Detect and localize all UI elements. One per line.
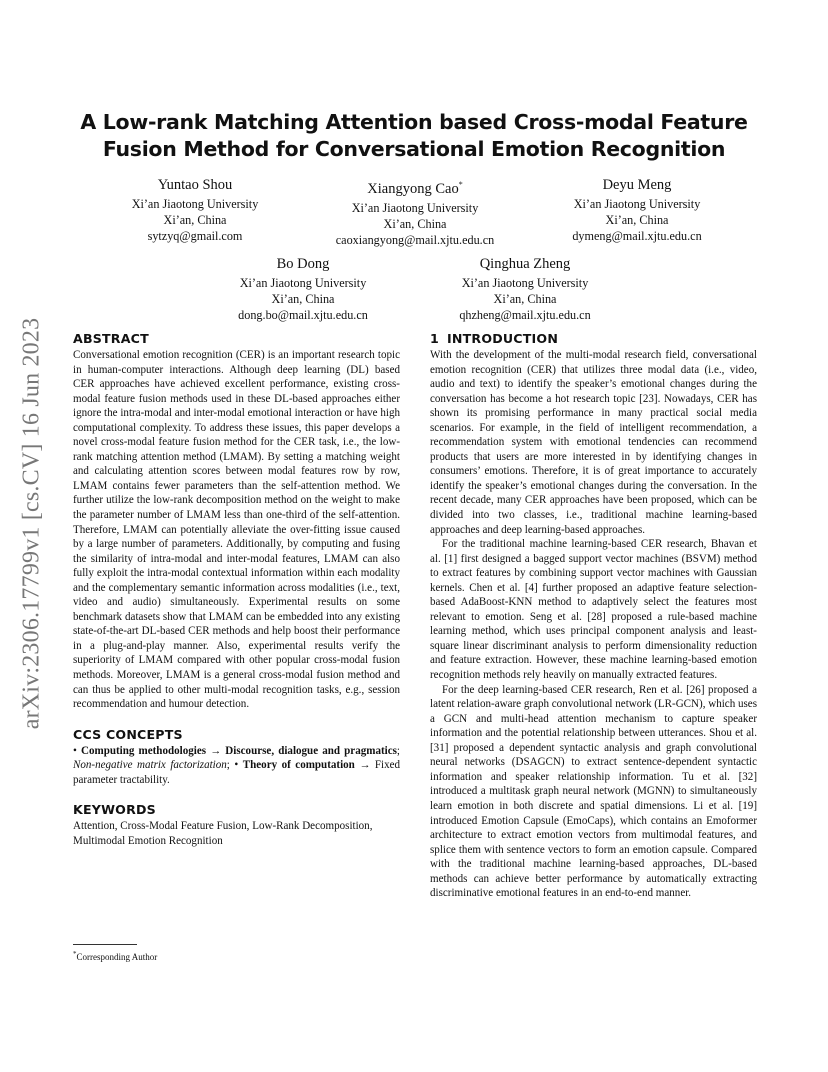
author-name: Qinghua Zheng <box>479 256 571 272</box>
author-name: Bo Dong <box>276 256 330 272</box>
section-title: INTRODUCTION <box>447 331 559 346</box>
ccs-bullet: • <box>73 744 77 757</box>
abstract-heading: ABSTRACT <box>73 331 149 346</box>
keywords-heading: KEYWORDS <box>73 802 156 818</box>
ccs-separator: ; <box>396 744 400 757</box>
keywords-text: Attention, Cross-Modal Feature Fusion, Low-Rank Decomposition, Multimodal Emotion Recognition <box>73 820 373 847</box>
author-block <box>315 175 515 248</box>
ccs-item-bold: Computing methodologies → Discourse, dialogue and pragmatics <box>81 744 397 757</box>
ccs-bullet: • <box>234 759 239 772</box>
author-location: Xi’an, China <box>271 292 335 306</box>
author-name-text: Xiangyong Cao <box>367 180 459 197</box>
author-affiliation: Xi’an Jiaotong University <box>131 197 259 211</box>
ccs-item-rest: → Fixed parameter tractability. <box>73 759 401 786</box>
author-email[interactable]: caoxiangyong@mail.xjtu.edu.cn <box>335 232 495 247</box>
arxiv-identifier <box>18 288 46 758</box>
author-name: Deyu Meng <box>602 177 672 193</box>
footnote-mark: * <box>73 950 77 958</box>
author-email[interactable]: dymeng@mail.xjtu.edu.cn <box>572 229 702 243</box>
paragraph: With the development of the multi-modal research field, conversational emotion recognition (CER) that utilizes three modal data (i.e., video, audio and text) to identify the speaker’s emotional changes during the conversation has become a hot research topic [23]. Nowadays, CER has shown its promising performance in many practical social media scenarios. For example, in the field of intelligent recommendation, a recommendation system with emotional tendencies can recommend products that users are more interested in by identifying changes in consumers’ emotions. Therefore, it is of great importance to accurately identify the speaker’s emotional changes during the conversation. In the recent decade, many CER approaches have been proposed, which can be divided into two classes, i.e., traditional machine learning-based approaches and deep learning-based approaches. <box>430 349 757 536</box>
right-column <box>430 330 757 901</box>
author-block <box>537 175 737 244</box>
left-column <box>73 330 400 848</box>
section-heading <box>430 330 757 348</box>
author-affiliation: Xi’an Jiaotong University <box>239 276 367 290</box>
author-email[interactable]: dong.bo@mail.xjtu.edu.cn <box>238 308 368 322</box>
paragraph: For the deep learning-based CER research, Ren et al. [26] proposed a latent relation-aware graph convolutional network (LR-GCN), which uses a GCN and multi-head attention mechanism to capture speaker information and the potential relationship between utterances. Shou et al. [31] proposed a dependent syntactic analysis and graph convolutional neural networks (DSAGCN) to extract sentence-dependent syntactic information and speaker relationship information. Tu et al. [32] introduced a multitask graph neural network (MGNN) to simultaneously learn emotion in both discrete and spatial dimensions. Li et al. [19] introduced Emotion Capsule (EmoCaps), which contains an Emoformer architecture to extract emotion vectors from multimodal features, and splice them with sentence vectors to form an emotion capsule. Compared with the traditional machine learning-based approaches, DL-based methods can achieve better performance by automatically extracting discriminative emotional features in an end-to-end manner. <box>430 683 758 900</box>
author-affiliation: Xi’an Jiaotong University <box>573 197 701 211</box>
arxiv-id-text: arXiv:2306.17799v1 [cs.CV] 16 Jun 2023 <box>18 317 45 729</box>
ccs-separator: ; <box>226 759 230 772</box>
abstract-text: Conversational emotion recognition (CER) is an important research topic in human-computer interactions. Although deep learning (DL) based CER approaches have achieved excellent performance, existing cross-modal feature fusion methods used in these DL-based approaches either ignore the intra-modal and inter-modal emotional interaction or have high computational complexity. To address these issues, this paper develops a novel cross-modal feature fusion method for the CER task, i.e., the low-rank matching attention method (LMAM). By setting a matching weight and calculating attention scores between modal features row by row, LMAM contains fewer parameters than the self-attention method. We further utilize the low-rank decomposition method on the weight to make the parameter number of LMAM less than one-third of the self-attention. Therefore, LMAM can potentially alleviate the over-fitting issue caused by a large number of parameters. Additionally, by computing and fusing the similarity of intra-modal and inter-modal features, LMAM can also fully exploit the intra-modal contextual information within each modality and the complementary semantic information across modalities (i.e., text, video and audio) simultaneously. Experimental results on some benchmark datasets show that LMAM can be embedded into any existing state-of-the-art DL-based CER methods and help boost their performance in a plug-and-play manner. Also, experimental results verify the superiority of LMAM compared with other popular cross-modal fusion methods. Moreover, LMAM is a general cross-modal fusion method and can thus be applied to other multi-modal recognition tasks, e.g., session recommendation and humour detection. <box>73 349 400 711</box>
author-location: Xi’an, China <box>163 213 227 227</box>
author-block <box>425 254 625 323</box>
ccs-item-bold: Theory of computation <box>242 759 355 772</box>
author-block <box>203 254 403 323</box>
author-name: Yuntao Shou <box>157 177 233 193</box>
paper-title: A Low-rank Matching Attention based Cross-modal Feature Fusion Method for Conversational Emotion Recognition <box>80 110 748 161</box>
corresponding-mark: * <box>458 180 463 189</box>
author-affiliation: Xi’an Jiaotong University <box>461 276 589 290</box>
footnote <box>73 948 157 963</box>
author-email[interactable]: sytzyq@gmail.com <box>147 229 243 243</box>
footnote-rule <box>73 944 137 945</box>
author-block <box>95 175 295 244</box>
ccs-text <box>73 744 400 788</box>
paragraph: For the traditional machine learning-based CER research, Bhavan et al. [1] first designed a bagged support vector machines (BSVM) method to extract features by combining support vector machines with Gaussian kernels. Chen et al. [4] further proposed an adaptive feature selection-based AdaBoost-KNN method to adaptively select the features most relevant to emotion. Seng et al. [28] proposed a rule-based machine learning method, which uses principal component analysis and least-square linear discriminant analysis to perform dimensionality reduction and feature extraction. However, these machine learning-based emotion recognition methods rely heavily on manually extracted features. <box>430 538 757 682</box>
ccs-item-italic: Non-negative matrix factorization <box>73 759 227 772</box>
author-location: Xi’an, China <box>605 213 669 227</box>
author-affiliation: Xi’an Jiaotong University <box>351 200 479 215</box>
author-name <box>315 175 515 199</box>
section-number: 1 <box>430 331 439 346</box>
ccs-heading: CCS CONCEPTS <box>73 726 183 742</box>
author-location: Xi’an, China <box>493 292 557 306</box>
author-email[interactable]: qhzheng@mail.xjtu.edu.cn <box>459 308 591 322</box>
author-location: Xi’an, China <box>383 216 447 231</box>
footnote-text: Corresponding Author <box>76 952 158 962</box>
